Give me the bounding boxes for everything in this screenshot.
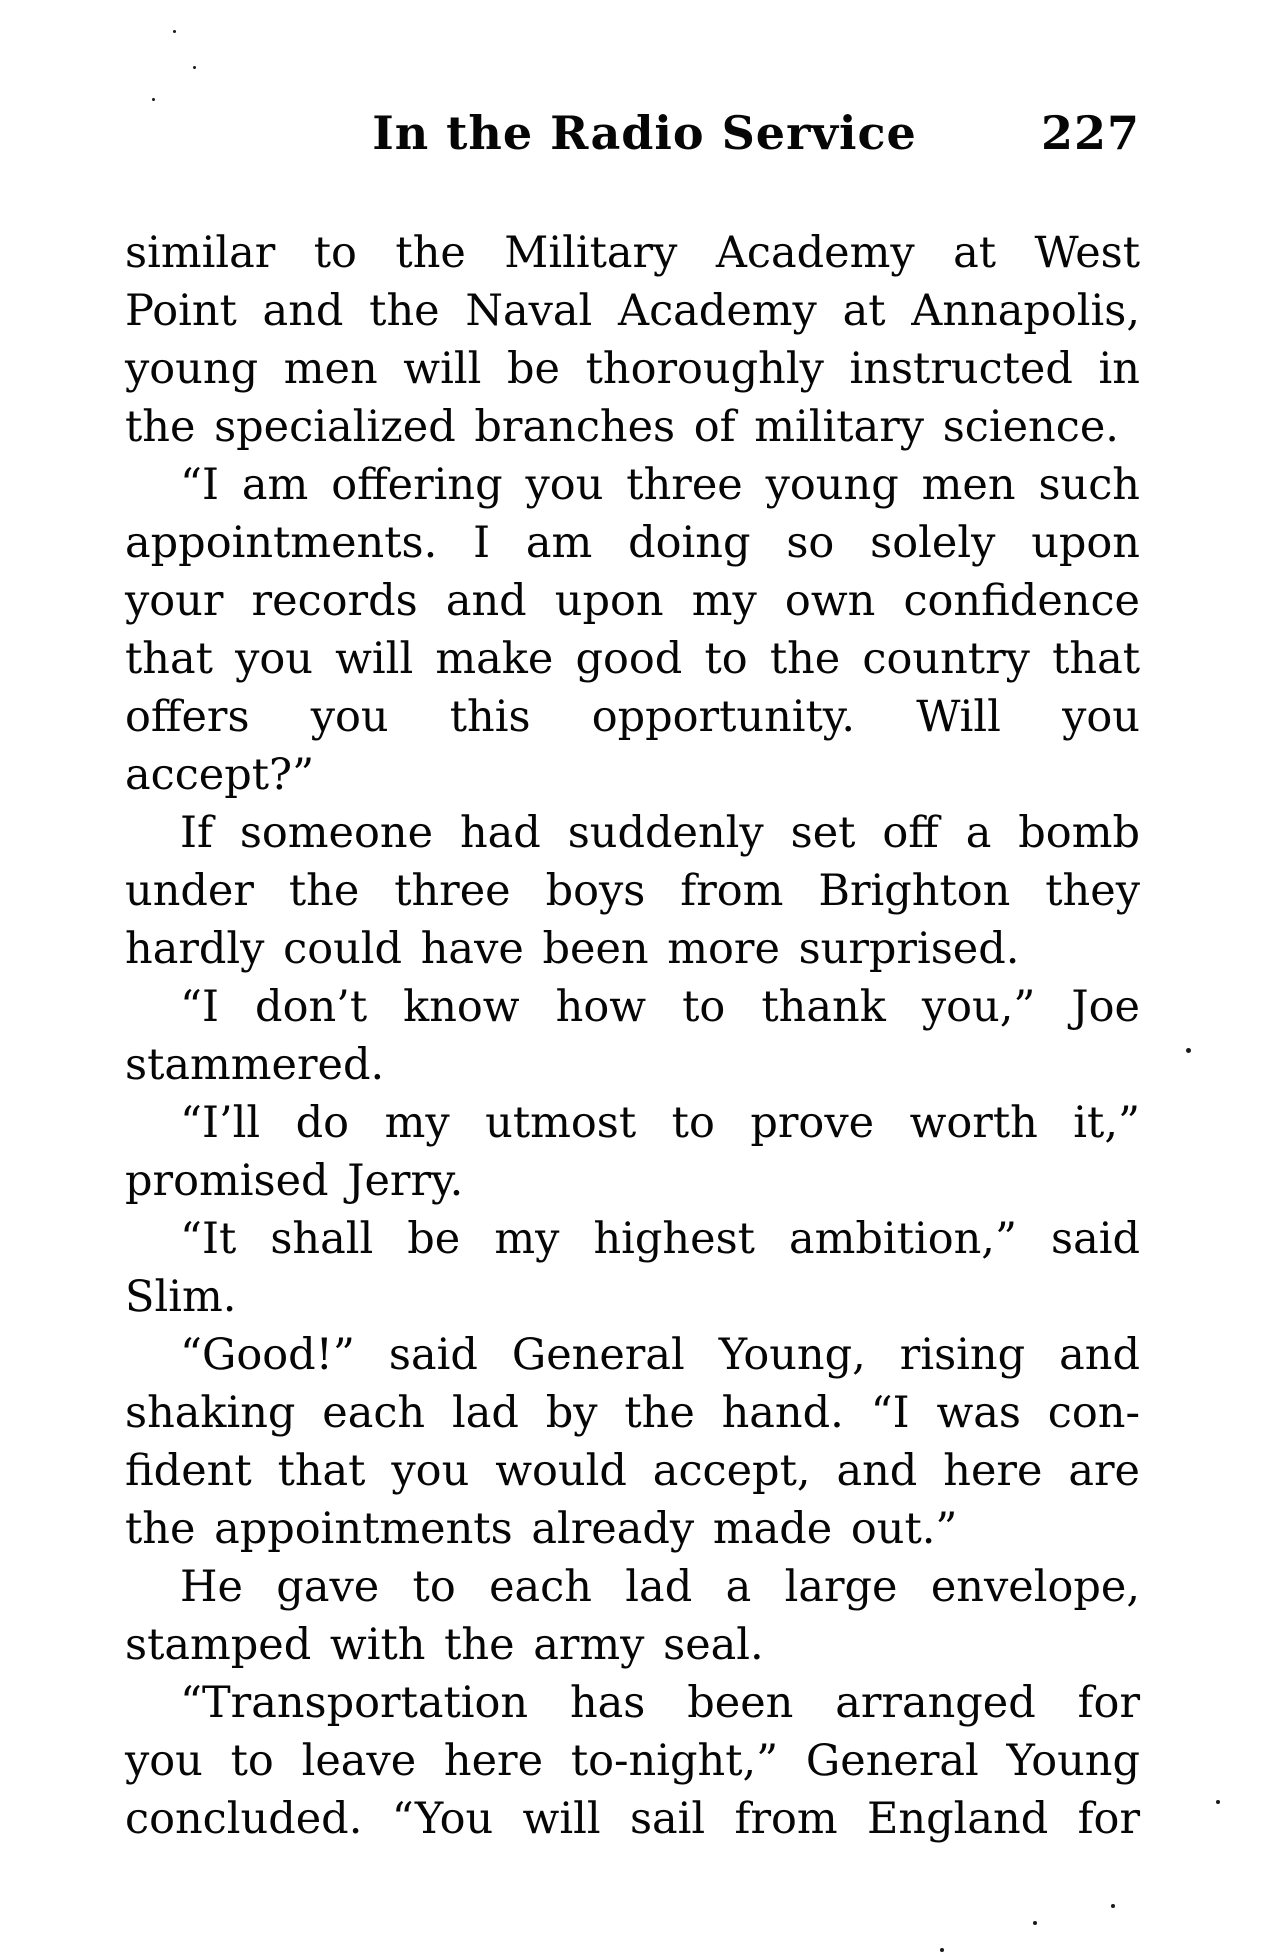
text-line: stammered.: [125, 1040, 385, 1090]
text-line: under the three boys from Brighton they: [125, 866, 1140, 916]
text-line: the appointments already made out.”: [125, 1504, 958, 1554]
text-line: concluded. “You will sail from England for: [125, 1794, 1140, 1844]
text-line: shaking each lad by the hand. “I was con-: [125, 1388, 1140, 1438]
text-line: stamped with the army seal.: [125, 1620, 764, 1670]
text-line: “It shall be my highest ambition,” said: [180, 1214, 1140, 1264]
text-line: “Good!” said General Young, rising and: [180, 1330, 1140, 1380]
chapter-title: In the Radio Service: [372, 106, 917, 160]
text-line: young men will be thoroughly instructed in: [125, 344, 1140, 394]
text-line: If someone had suddenly set off a bomb: [180, 808, 1140, 858]
ink-speck: [152, 98, 155, 101]
running-header: [125, 108, 1140, 158]
text-line: “I am offering you three young men such: [180, 460, 1140, 510]
text-line: similar to the Military Academy at West: [125, 228, 1140, 278]
text-line: “I’ll do my utmost to prove worth it,”: [180, 1098, 1140, 1148]
text-line: “Transportation has been arranged for: [180, 1678, 1140, 1728]
text-line: Point and the Naval Academy at Annapolis,: [125, 286, 1140, 336]
ink-speck: [1033, 1921, 1037, 1925]
text-line: that you will make good to the country that: [125, 634, 1140, 684]
ink-speck: [1111, 1904, 1115, 1908]
ink-speck: [940, 1948, 944, 1952]
text-line: Slim.: [125, 1272, 237, 1322]
text-line: accept?”: [125, 750, 315, 800]
ink-speck: [1216, 1800, 1220, 1804]
text-line: the specialized branches of military science.: [125, 402, 1119, 452]
text-line: fident that you would accept, and here are: [125, 1446, 1140, 1496]
text-block: [125, 0, 1140, 1848]
ink-speck: [173, 30, 176, 33]
text-line: offers you this opportunity. Will you: [125, 692, 1140, 742]
text-line: you to leave here to-night,” General Young: [125, 1736, 1140, 1786]
text-line: appointments. I am doing so solely upon: [125, 518, 1140, 568]
page-number: 227: [1040, 106, 1140, 160]
ink-speck: [193, 66, 196, 69]
text-line: hardly could have been more surprised.: [125, 924, 1020, 974]
text-line: your records and upon my own confidence: [125, 576, 1140, 626]
text-line: He gave to each lad a large envelope,: [180, 1562, 1140, 1612]
ink-speck: [1186, 1048, 1191, 1053]
text-line: “I don’t know how to thank you,” Joe: [180, 982, 1140, 1032]
text-line: promised Jerry.: [125, 1156, 464, 1206]
page-text: [125, 224, 1140, 1848]
